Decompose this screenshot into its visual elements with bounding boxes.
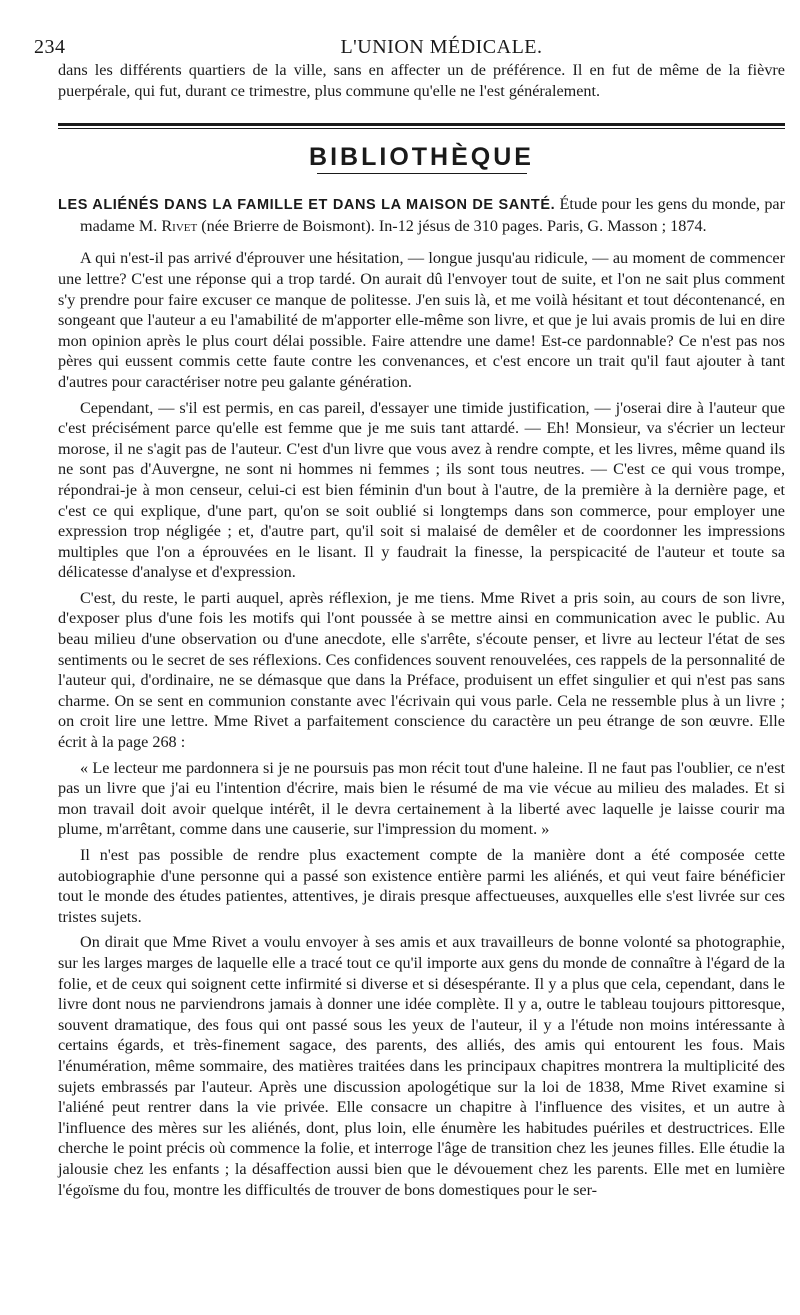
paragraph-2: Cependant, — s'il est permis, en cas pareil, d'essayer une timide justification, — j'oserai dire à l'auteur que c'est précisément parce qu'elle est femme que je me suis tant attardé. — Eh! Monsieur, va s'écrier un lecteur morose, il ne s'agit pas de l'auteur. C'est d'un livre que vous avez à rendre compte, et les livres, même quand ils ne sont pas d'Auvergne, ne sont ni hommes ni femmes ; ils sont tous neutres. — C'est ce qui vous trompe, répondrai-je à mon censeur, celui-ci est bien féminin d'un bout à l'autre, de la première à la dernière page, et c'est ce qui explique, d'une part, qu'on se soit oublié si longtemps dans son commerce, pour employer une expression trop négligée ; et, d'autre part, qu'il soit si malaisé de demêler et de coordonner les impressions multiples que l'on a éprouvées en le lisant. Il y faudrait la finesse, la perspicacité de l'auteur et toute sa délicatesse d'analyse et d'expression. xyxy=(58,398,785,582)
book-title: LES ALIÉNÉS DANS LA FAMILLE ET DANS LA MAISON DE SANTÉ. xyxy=(58,197,556,214)
paragraph-6: On dirait que Mme Rivet a voulu envoyer à ses amis et aux travailleurs de bonne volonté sa photographie, sur les larges marges de laquelle elle a tracé tout ce qu'il importe aux gens du monde de connaître à l'égard de la folie, et de ceux qui soignent cette infirmité si diverse et si désespérante. Il y a plus que cela, cependant, dans le livre dont nous ne parviendrons jamais à donner une idée complète. Il y a, outre le tableau toujours pittoresque, souvent dramatique, des fous qui ont passé sous les yeux de l'auteur, il y a l'étude non moins intéressante à certains égards, et très-finement sagace, des parents, des alliés, des amis qui entourent les fous. Mais l'énumération, même sommaire, des matières traitées dans les principaux chapitres montrera la multiplicité des sujets embrassés par l'auteur. Après une discussion apologétique sur la loi de 1838, Mme Rivet examine si l'aliéné peut rentrer dans la vie privée. Elle consacre un chapitre à l'influence des visites, et un autre à l'influence des mères sur les aliénés, dont, plus loin, elle énumère les habitudes puériles et destructrices. Elle cherche le point précis où commence la folie, et interroge l'âge de transition chez les jeunes filles. Elle étudie la jalousie chez les enfants ; la désaffection aussi bien que le dévouement chez les parents. Elle met en lumière l'égoïsme du fou, montre les difficultés de trouver de bons domestiques pour le ser- xyxy=(58,933,785,1199)
book-entry-text: Étude pour les gens du monde, par madame M. xyxy=(80,195,785,235)
paragraph-5: Il n'est pas possible de rendre plus exactement compte de la manière dont a été composée cette autobiographie d'une personne qui a passé son existence entière parmi les aliénés, et qui veut faire bénéficier tout le monde des études patientes, attentives, je dirais presque affectueuses, auxquelles elle s'est livrée sur ces tristes sujets. xyxy=(58,846,785,926)
page-number: 234 xyxy=(34,36,66,58)
running-title: L'UNION MÉDICALE. xyxy=(340,36,543,58)
heading-underline xyxy=(317,173,527,174)
book-author: Rivet xyxy=(161,216,198,235)
article-body xyxy=(58,60,785,1200)
section-divider xyxy=(58,123,785,129)
section-heading: BIBLIOTHÈQUE xyxy=(309,143,534,172)
paragraph-quote: « Le lecteur me pardonnera si je ne poursuis pas mon récit tout d'une haleine. Il ne faut pas l'oublier, ce n'est pas un livre que j'ai eu l'intention d'écrire, mais bien le résumé de ma vie vécue au milieu des malades. Et si mon travail doit avoir quelque intérêt, il le devra certainement à la liberté avec laquelle je laisse courir ma plume, m'arrêtant, comme dans une causerie, sur l'impression du moment. » xyxy=(58,758,785,839)
lead-paragraph: dans les différents quartiers de la ville, sans en affecter un de préférence. Il en fut de même de la fièvre puerpérale, qui fut, durant ce trimestre, plus commune qu'elle ne l'est généralement. xyxy=(58,61,785,100)
paragraph-3: C'est, du reste, le parti auquel, après réflexion, je me tiens. Mme Rivet a pris soin, au cours de son livre, d'exposer plus d'une fois les motifs qui l'ont poussée à se mettre ainsi en communication avec le public. Au beau milieu d'une observation ou d'une anecdote, elle s'arrête, s'écoute penser, et livre au lecteur l'état de ses sentiments ou le secret de ses réflexions. Ces confidences souvent renouvelées, ces rappels de la personnalité de l'auteur qui, d'ordinaire, ne se démasque que dans la Préface, produisent un effet singulier et qui n'est pas sans charme. On se sent en communion constante avec l'écrivain qui vous parle. Cela ne ressemble plus à un livre ; on croit lire une lettre. Mme Rivet a parfaitement conscience du caractère un peu étrange de son œuvre. Elle écrit à la page 268 : xyxy=(58,588,785,752)
book-entry-text-2: (née Brierre de Boismont). In-12 jésus de 310 pages. Paris, G. Masson ; 1874. xyxy=(197,216,707,235)
paragraph-1: A qui n'est-il pas arrivé d'éprouver une hésitation, — longue jusqu'au ridicule, — au moment de commencer une lettre? C'est une réponse qui a trop tardé. On aurait dû l'envoyer tout de suite, et l'on ne sait plus comment s'y prendre pour faire excuser ce manque de politesse. J'en suis là, et me voilà hésitant et tout décontenancé, en songeant que l'auteur a eu l'amabilité de m'apporter elle-même son livre, et que je lui avais promis de lui en dire mon opinion après le plus court délai possible. Faire attendre une dame! Est-ce pardonnable? Ce n'est pas nos pères qui eussent commis cette faute contre les convenances, et c'est encore un trait qu'il faut ajouter à tant d'autres pour caractériser notre peu galante génération. xyxy=(58,249,785,391)
book-entry xyxy=(58,194,785,236)
running-head xyxy=(34,30,785,60)
